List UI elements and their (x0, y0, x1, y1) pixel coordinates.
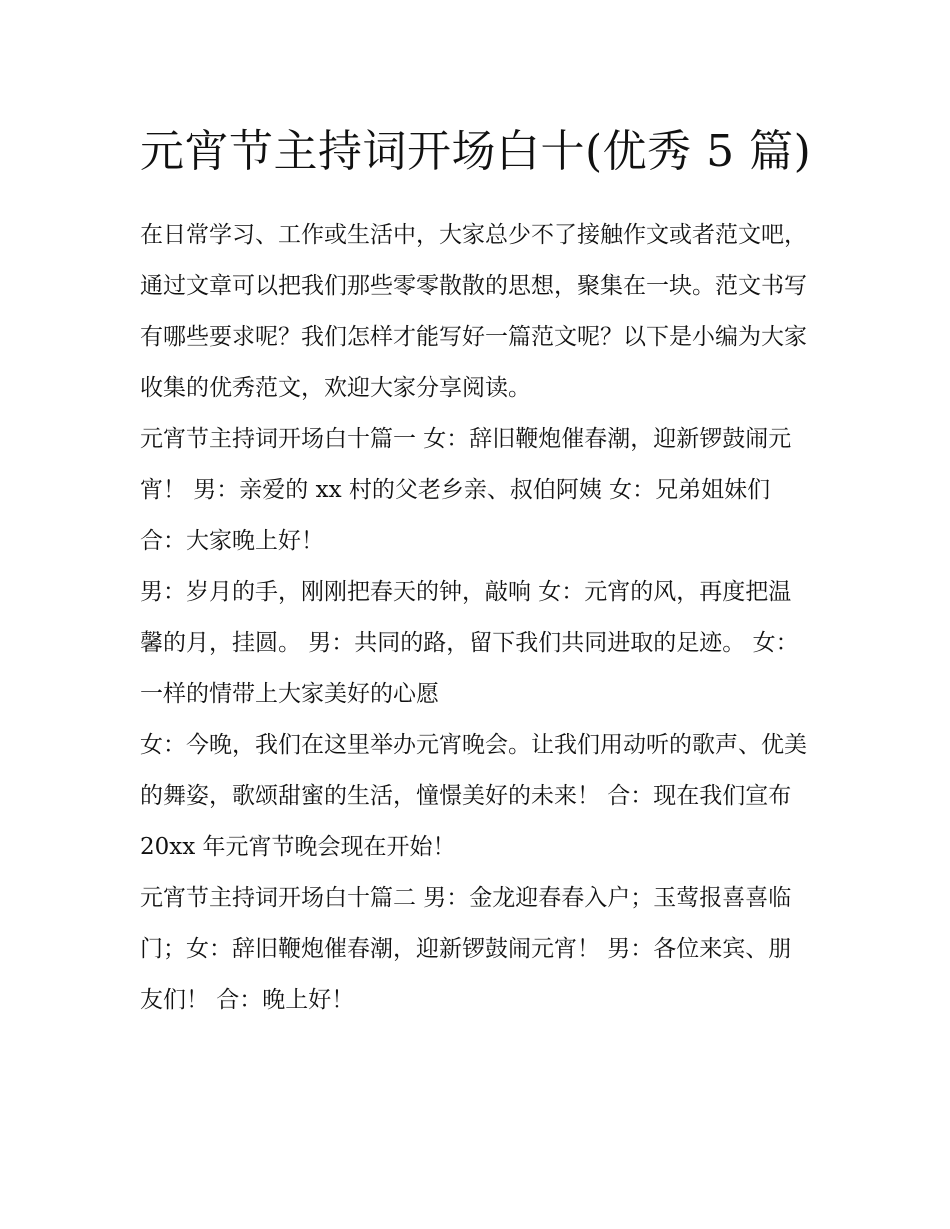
intro-paragraph: 在日常学习、工作或生活中，大家总少不了接触作文或者范文吧，通过文章可以把我们那些零零散散的思想，聚集在一块。范文书写有哪些要求呢？我们怎样才能写好一篇范文呢？以下是小编为大家收集的优秀范文，欢迎大家分享阅读。 (140, 222, 807, 401)
section-one-paragraph: 元宵节主持词开场白十篇一 女：辞旧鞭炮催春潮，迎新锣鼓闹元宵！ 男：亲爱的 xx 村的父老乡亲、叔伯阿姨 女：兄弟姐妹们 合：大家晚上好！ (140, 426, 792, 554)
document-title: 元宵节主持词开场白十(优秀 5 篇) (140, 126, 812, 177)
document-body (140, 112, 812, 1026)
dialogue-paragraph-2: 女：今晚，我们在这里举办元宵晚会。让我们用动听的歌声、优美的舞姿，歌颂甜蜜的生活，憧憬美好的未来！ 合：现在我们宣布 20xx 年元宵节晚会现在开始！ (140, 732, 807, 860)
section-two-paragraph: 元宵节主持词开场白十篇二 男：金龙迎春春入户；玉莺报喜喜临门；女：辞旧鞭炮催春潮，迎新锣鼓闹元宵！ 男：各位来宾、朋友们！ 合：晚上好！ (140, 885, 792, 1013)
dialogue-paragraph-1: 男：岁月的手，刚刚把春天的钟，敲响 女：元宵的风，再度把温馨的月，挂圆。 男：共同的路，留下我们共同进取的足迹。 女：一样的情带上大家美好的心愿 (140, 579, 799, 707)
